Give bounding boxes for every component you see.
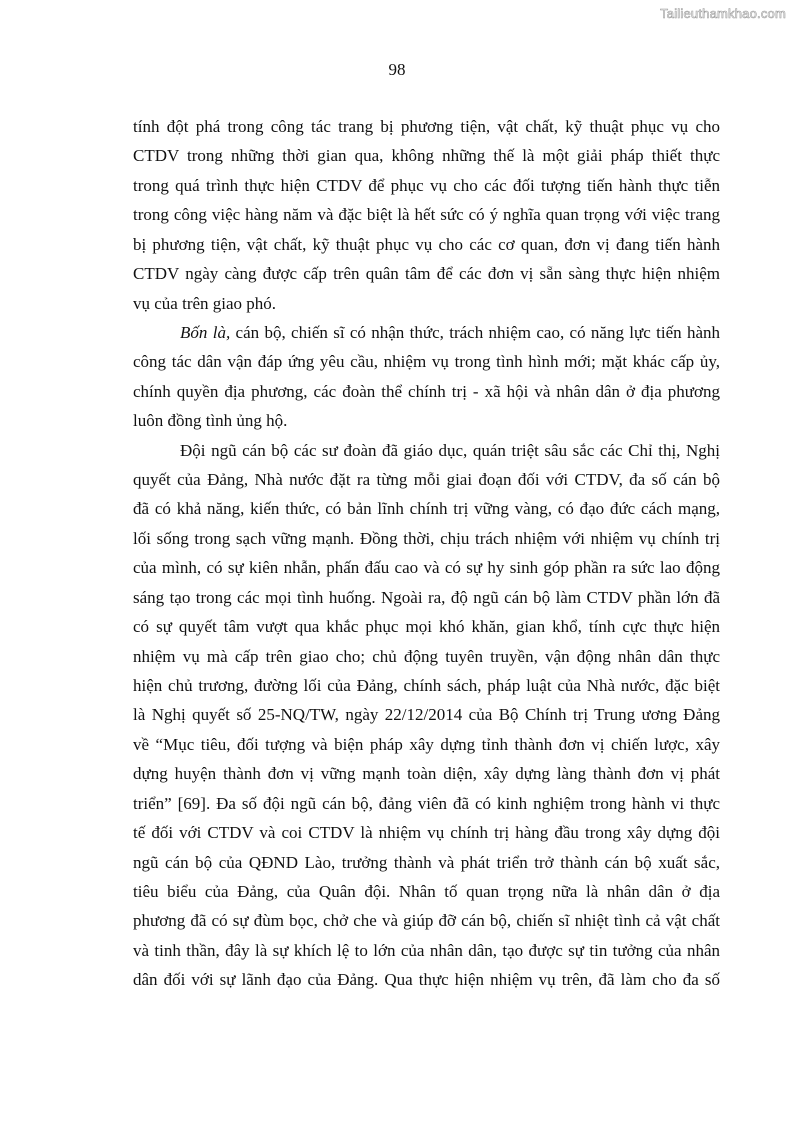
line-rest: cán bộ, chiến sĩ có nhận thức, trách nhiệm cao, có năng lực tiến hành — [230, 322, 720, 342]
watermark-text: Tailieuthamkhao.com — [660, 6, 786, 21]
text-line: tế đối với CTDV và coi CTDV là nhiệm vụ chính trị hàng đầu trong xây dựng đội — [133, 823, 720, 843]
text-line: triển” [69]. Đa số đội ngũ cán bộ, đảng viên đã có kinh nghiệm trong hành vi thực — [133, 793, 720, 813]
text-line: tính đột phá trong công tác trang bị phương tiện, vật chất, kỹ thuật phục vụ cho — [133, 117, 720, 136]
text-line: trong quá trình thực hiện CTDV để phục vụ cho các đối tượng tiến hành thực tiễn — [133, 175, 720, 195]
page-number: 98 — [388, 60, 406, 79]
text-line: dân đối với sự lãnh đạo của Đảng. Qua thực hiện nhiệm vụ trên, đã làm cho đa số — [133, 970, 720, 990]
text-line: là Nghị quyết số 25-NQ/TW, ngày 22/12/2014 của Bộ Chính trị Trung ương Đảng — [133, 705, 720, 725]
text-line: chính quyền địa phương, các đoàn thể chính trị - xã hội và nhân dân ở địa phương — [133, 381, 720, 401]
text-line: quyết của Đảng, Nhà nước đặt ra từng mỗi giai đoạn đối với CTDV, đa số cán bộ — [133, 470, 720, 490]
text-line: nhiệm vụ mà cấp trên giao cho; chủ động tuyên truyền, vận động nhân dân thực — [133, 646, 720, 666]
text-line: về “Mục tiêu, đối tượng và biện pháp xây dựng tỉnh thành đơn vị chiến lược, xây — [133, 734, 720, 754]
text-line: đã có khả năng, kiến thức, có bản lĩnh chính trị vững vàng, có đạo đức cách mạng, — [133, 499, 720, 519]
text-line: công tác dân vận đáp ứng yêu cầu, nhiệm vụ trong tình hình mới; mặt khác cấp ủy, — [133, 352, 720, 372]
text-line: lối sống trong sạch vững mạnh. Đồng thời, chịu trách nhiệm với nhiệm vụ chính trị — [133, 528, 720, 548]
text-line — [133, 318, 720, 347]
text-line: ngũ cán bộ của QĐND Lào, trưởng thành và phát triển trở thành cán bộ xuất sắc, — [133, 852, 720, 872]
text-line: và tinh thần, đây là sự khích lệ to lớn của nhân dân, tạo được sự tin tưởng của nhân — [133, 940, 720, 960]
text-line: phương đã có sự đùm bọc, chở che và giúp đỡ cán bộ, chiến sĩ nhiệt tình cả vật chất — [133, 911, 720, 931]
body-text — [133, 112, 720, 995]
text-line: luôn đồng tình ủng hộ. — [133, 411, 288, 431]
text-line: của mình, có sự kiên nhẫn, phấn đấu cao và có sự hy sinh góp phần ra sức lao động — [133, 558, 720, 578]
text-line: hiện chủ trương, đường lối của Đảng, chính sách, pháp luật của Nhà nước, đặc biệt — [133, 676, 720, 696]
text-line: sáng tạo trong các mọi tình huống. Ngoài ra, độ ngũ cán bộ làm CTDV phần lớn đã — [133, 587, 720, 607]
text-line: CTDV trong những thời gian qua, không những thế là một giải pháp thiết thực — [133, 146, 720, 166]
emphasis-text: Bốn là, — [180, 322, 231, 342]
text-line: có sự quyết tâm vượt qua khắc phục mọi khó khăn, gian khổ, tính cực thực hiện — [133, 617, 720, 637]
text-line: dựng huyện thành đơn vị vững mạnh toàn diện, xây dựng làng thành đơn vị phát — [133, 764, 720, 784]
text-line: Đội ngũ cán bộ các sư đoàn đã giáo dục, quán triệt sâu sắc các Chỉ thị, Nghị — [180, 440, 720, 460]
text-line: vụ của trên giao phó. — [133, 293, 277, 313]
text-line: tiêu biểu của Đảng, của Quân đội. Nhân tố quan trọng nữa là nhân dân ở địa — [133, 881, 720, 901]
text-line: CTDV ngày càng được cấp trên quân tâm để các đơn vị sẵn sàng thực hiện nhiệm — [133, 264, 720, 284]
text-line: bị phương tiện, vật chất, kỹ thuật phục vụ cho các cơ quan, đơn vị đang tiến hành — [133, 234, 720, 254]
text-line: trong công việc hàng năm và đặc biệt là hết sức có ý nghĩa quan trọng với việc trang — [133, 205, 720, 225]
